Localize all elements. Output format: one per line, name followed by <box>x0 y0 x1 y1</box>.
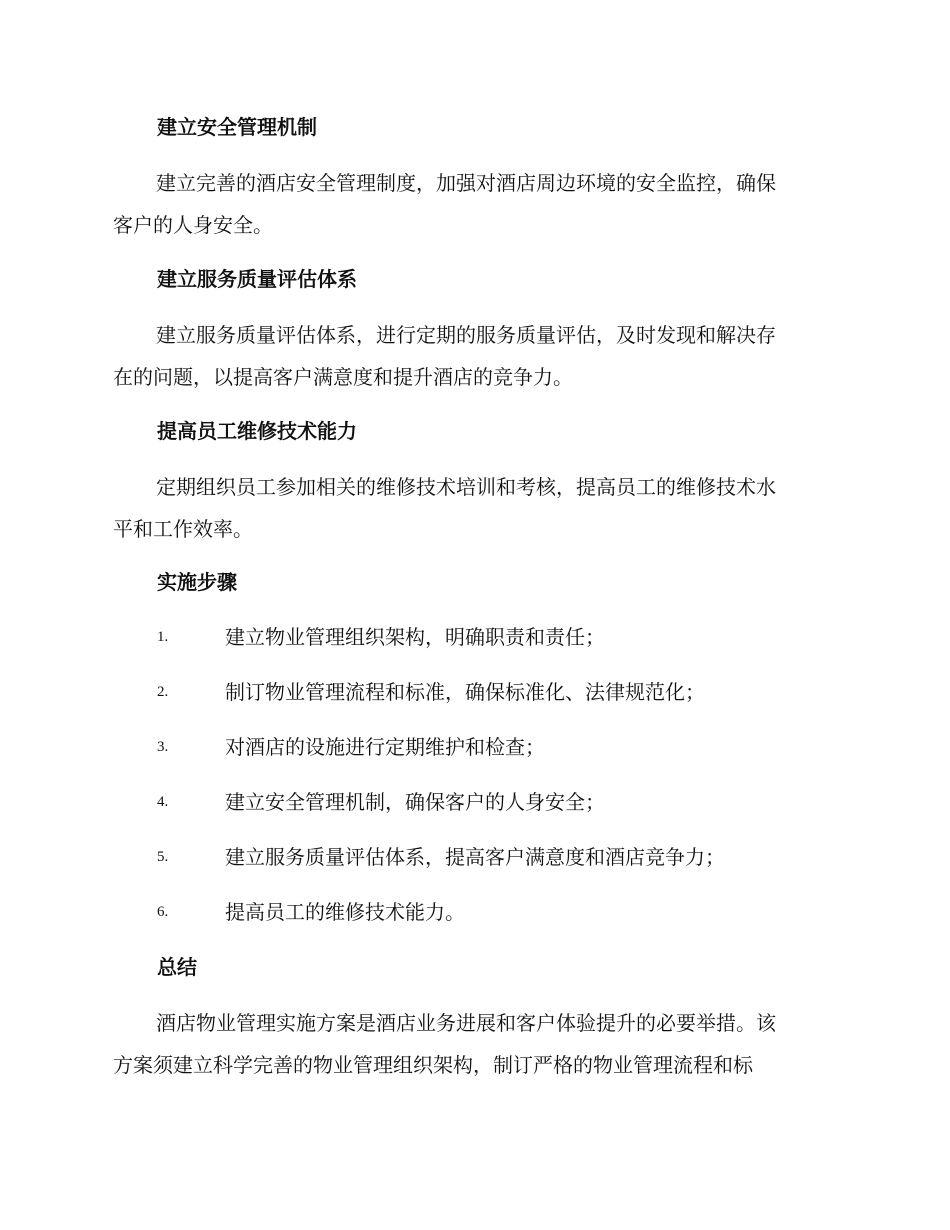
paragraph-line: 方案须建立科学完善的物业管理组织架构，制订严格的物业管理流程和标 <box>113 1053 753 1077</box>
list-text: 对酒店的设施进行定期维护和检查； <box>225 735 545 759</box>
section-paragraph-maintenance <box>113 466 833 550</box>
steps-heading: 实施步骤 <box>157 570 237 594</box>
list-text: 建立物业管理组织架构，明确职责和责任； <box>225 625 605 649</box>
list-item <box>157 842 837 872</box>
list-item <box>157 732 837 762</box>
section-paragraph-quality <box>113 314 833 398</box>
paragraph-line: 平和工作效率。 <box>113 517 253 541</box>
list-number: 6. <box>157 904 169 920</box>
summary-heading: 总结 <box>157 955 197 979</box>
paragraph-line: 定期组织员工参加相关的维修技术培训和考核，提高员工的维修技术水 <box>156 475 776 499</box>
list-number: 3. <box>157 739 169 755</box>
paragraph-line: 建立完善的酒店安全管理制度，加强对酒店周边环境的安全监控，确保 <box>156 171 776 195</box>
list-text: 提高员工的维修技术能力。 <box>225 900 465 924</box>
summary-paragraph <box>113 1002 833 1086</box>
list-number: 1. <box>157 629 169 645</box>
list-text: 建立服务质量评估体系，提高客户满意度和酒店竞争力； <box>225 845 725 869</box>
paragraph-line: 客户的人身安全。 <box>113 213 273 237</box>
list-text: 制订物业管理流程和标准，确保标准化、法律规范化； <box>225 680 705 704</box>
list-number: 2. <box>157 684 169 700</box>
list-item <box>157 787 837 817</box>
list-item <box>157 677 837 707</box>
section-heading-maintenance: 提高员工维修技术能力 <box>157 419 357 443</box>
section-heading-quality: 建立服务质量评估体系 <box>157 267 357 291</box>
list-text: 建立安全管理机制，确保客户的人身安全； <box>225 790 605 814</box>
list-item <box>157 897 837 927</box>
paragraph-line: 酒店物业管理实施方案是酒店业务进展和客户体验提升的必要举措。该 <box>156 1011 776 1035</box>
list-number: 4. <box>157 794 169 810</box>
paragraph-line: 建立服务质量评估体系，进行定期的服务质量评估，及时发现和解决存 <box>156 323 776 347</box>
list-number: 5. <box>157 849 169 865</box>
section-heading-safety: 建立安全管理机制 <box>157 115 317 139</box>
list-item <box>157 622 837 652</box>
paragraph-line: 在的问题，以提高客户满意度和提升酒店的竞争力。 <box>113 365 573 389</box>
section-paragraph-safety <box>113 162 833 246</box>
